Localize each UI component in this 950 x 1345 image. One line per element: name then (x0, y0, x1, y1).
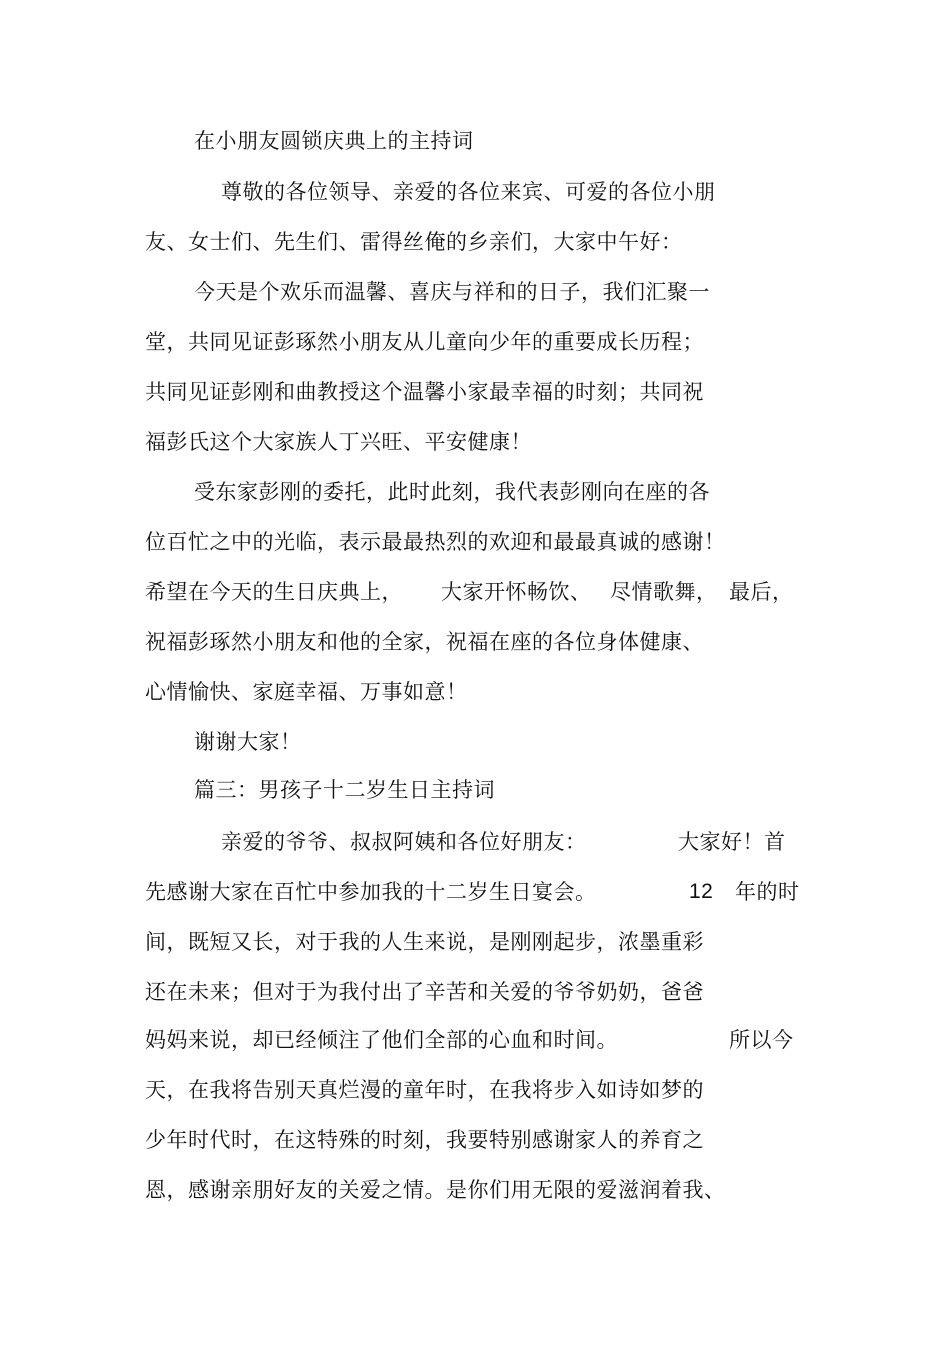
text-line: 堂，共同见证彭琢然小朋友从儿童向少年的重要成长历程； (145, 330, 704, 354)
text-line: 所以今 (729, 1028, 794, 1052)
text-line: 受东家彭刚的委托，此时此刻，我代表彭刚向在座的各 (194, 480, 710, 504)
text-line: 位百忙之中的光临，表示最最热烈的欢迎和最最真诚的感谢！ (145, 530, 726, 554)
text-line: 尽情歌舞， (610, 580, 718, 604)
text-line: 大家开怀畅饮、 (441, 580, 592, 604)
text-line: 12 (689, 880, 714, 903)
text-line: 大家好！首 (678, 830, 786, 854)
text-line: 共同见证彭刚和曲教授这个温馨小家最幸福的时刻；共同祝 (145, 380, 704, 404)
text-line: 谢谢大家！ (194, 730, 302, 754)
text-line: 先感谢大家在百忙中参加我的十二岁生日宴会。 (145, 880, 597, 904)
text-line: 还在未来；但对于为我付出了辛苦和关爱的爷爷奶奶，爸爸 (145, 980, 704, 1004)
text-line: 亲爱的爷爷、叔叔阿姨和各位好朋友： (221, 830, 587, 854)
text-line: 尊敬的各位领导、亲爱的各位来宾、可爱的各位小朋 (221, 180, 716, 204)
text-line: 恩，感谢亲朋好友的关爱之情。是你们用无限的爱滋润着我、 (145, 1178, 726, 1202)
text-line: 希望在今天的生日庆典上， (145, 580, 403, 604)
document-title: 在小朋友圆锁庆典上的主持词 (194, 129, 474, 153)
text-line: 友、女士们、先生们、雷得丝俺的乡亲们，大家中午好： (145, 230, 683, 254)
text-line: 间，既短又长，对于我的人生来说，是刚刚起步，浓墨重彩 (145, 930, 704, 954)
text-line: 最后， (729, 580, 794, 604)
text-line: 年的时 (735, 880, 800, 904)
text-line: 福彭氏这个大家族人丁兴旺、平安健康！ (145, 430, 532, 454)
text-line: 心情愉快、家庭幸福、万事如意！ (145, 680, 468, 704)
text-line: 妈妈来说，却已经倾注了他们全部的心血和时间。 (145, 1028, 618, 1052)
section-heading: 篇三：男孩子十二岁生日主持词 (194, 778, 495, 802)
text-line: 天，在我将告别天真烂漫的童年时，在我将步入如诗如梦的 (145, 1078, 704, 1102)
text-line: 祝福彭琢然小朋友和他的全家，祝福在座的各位身体健康、 (145, 630, 704, 654)
text-line: 少年时代时，在这特殊的时刻，我要特别感谢家人的养育之 (145, 1128, 704, 1152)
text-line: 今天是个欢乐而温馨、喜庆与祥和的日子，我们汇聚一 (194, 280, 710, 304)
